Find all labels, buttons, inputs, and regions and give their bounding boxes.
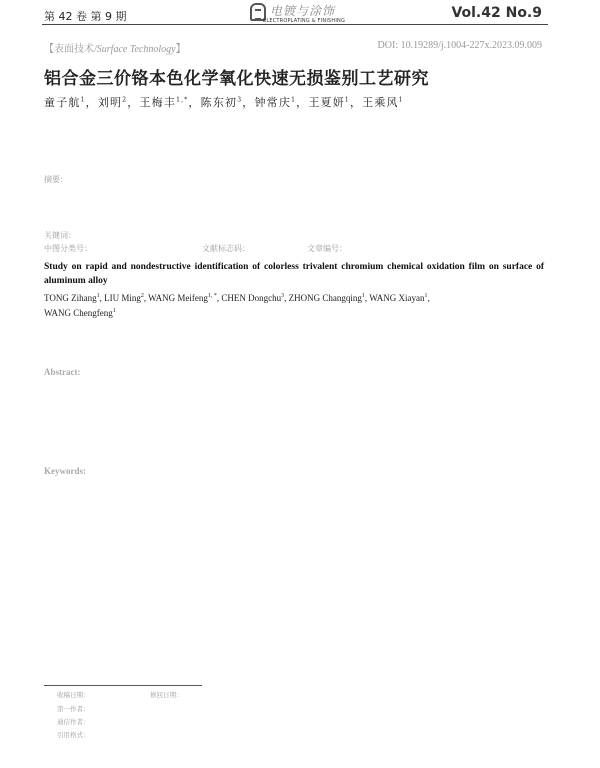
author-affiliation-sup: 2 [140,293,144,299]
section-cn: 【表面技术 [44,44,94,55]
author-affiliation-sup: 2 [122,96,128,104]
author-affiliation-sup: 1,* [176,96,189,104]
author-name: WANG Chengfeng [44,308,113,318]
clc-label: 中图分类号： [44,244,92,253]
header-rule [42,24,548,25]
doc-code-label: 文献标志码： [202,244,250,253]
author-affiliation-sup: 1 [291,96,297,104]
keywords-label-cn: 关键词： [44,231,76,240]
first-author-label: 第一作者： [57,705,90,713]
journal-volume-cn: 第 42 卷 第 9 期 [44,10,127,23]
author-affiliation-sup: 1 [361,293,365,299]
author-affiliation-sup: 1, * [207,293,217,299]
author-name: 王乘风 [362,96,399,109]
author-name: CHEN Dongchu [221,293,282,303]
abstract-label-en: Abstract: [44,367,81,377]
author-affiliation-sup: 1 [96,293,100,299]
author-name: 童子航 [44,96,81,109]
paper-title-en: Study on rapid and nondestructive identification of colorless trivalent chromium chemical oxidation film on surface of aluminum alloy [44,262,544,286]
paper-title-cn: 铝合金三价铬本色化学氧化快速无损鉴别工艺研究 [44,69,429,89]
author-list-cn: 童子航$^1$，刘明$^2$，王梅丰$^{1,*}$，陈东初$^3$，钟常庆$^1$，王夏妍$^1$，王乘风$^1$ [44,96,404,109]
author-affiliation-sup: 3 [237,96,243,104]
author-name: WANG Meifeng [148,293,208,303]
abstract-label-cn: 摘要： [44,175,68,184]
author-name: LIU Ming [104,293,141,303]
author-affiliation-sup: 1 [424,293,428,299]
author-name: 钟常庆 [254,96,292,109]
author-name: ZHONG Changqing [288,293,362,303]
author-affiliation-sup: 1 [398,96,404,104]
author-name: 陈东初 [200,96,238,109]
author-name: 刘明 [97,96,123,109]
section-close: 】 [175,44,186,55]
section-en: /Surface Technology [94,44,176,55]
author-list-en: TONG Zihang$^1$, LIU Ming$^2$, WANG Meifeng$^{1, *}$, CHEN Dongchu$^3$, ZHONG Changqing$^1$, WANG Xiayan$^1$, WANG Chengfeng$^1$ [44,293,430,318]
author-affiliation-sup: 1 [112,308,116,314]
author-name: 王夏妍 [308,96,345,109]
author-affiliation-sup: 3 [281,293,285,299]
revised-date-label: 修回日期： [150,691,183,699]
article-id-label: 文章编号： [307,244,347,253]
keywords-label-en: Keywords: [44,466,86,476]
doi: DOI: 10.19289/j.1004-227x.2023.09.009 [377,40,542,51]
author-name: WANG Xiayan [369,293,425,303]
footnote-rule [44,685,202,686]
author-name: TONG Zihang [44,293,97,303]
journal-volume-en: Vol.42 No.9 [451,5,542,21]
section-label [44,40,186,55]
logo-cn-text: 电镀与涂饰 [270,4,336,18]
author-name: 王梅丰 [139,96,177,109]
author-affiliation-sup: 1 [80,96,86,104]
citation-label: 引用格式： [57,731,90,739]
corresponding-author-label: 通信作者： [57,718,90,726]
received-date-label: 收稿日期： [57,691,90,699]
logo-en-text: ELECTROPLATING & FINISHING [263,18,346,24]
author-affiliation-sup: 1 [344,96,350,104]
